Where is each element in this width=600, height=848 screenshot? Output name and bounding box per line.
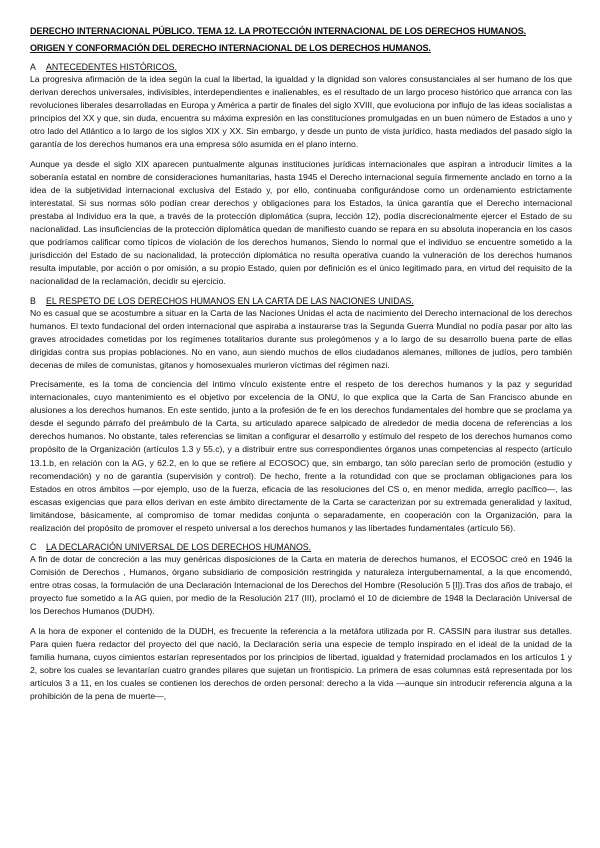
- section-letter: A: [30, 62, 36, 72]
- section-letter: B: [30, 295, 36, 306]
- document-title: DERECHO INTERNACIONAL PÚBLICO. TEMA 12. LA PROTECCIÓN INTERNACIONAL DE LOS DERECHOS HUMANOS.: [30, 26, 526, 36]
- section-letter: C: [30, 542, 37, 553]
- section-heading-b: [30, 295, 572, 307]
- section-title: LA DECLARACIÓN UNIVERSAL DE LOS DERECHOS HUMANOS.: [46, 542, 312, 553]
- section-heading-a: [30, 61, 572, 73]
- document-page: [30, 25, 572, 709]
- paragraph: A fin de dotar de concreción a las muy genéricas disposiciones de la Carta en materia de derechos humanos, el ECOSOC creó en 1946 la Comisión de Derechos , Humanos, órgano subsidiario de composición restringida y naturaleza intergubernamental, a la que encomendó, entre otras cosas, la formulación de una Declaración Internacional de los Derechos del Hombre (Resolución 5 [I]).Tras dos años de trabajo, el proyecto fue sometido a la AG quien, por medio de la Resolución 217 (III), proclamó el 10 de diciembre de 1948 la Declaración Universal de los Derechos Humanos (DUDH).: [30, 554, 572, 617]
- paragraph: Precisamente, es la toma de conciencia del íntimo vínculo existente entre el respeto de los derechos humanos y la paz y seguridad internacionales, cuyo mantenimiento es el objetivo por excelencia de la ONU, lo que explica que la Carta de San Francisco abunde en alusiones a los derechos humanos. En este sentido, junto a la profesión de fe en los derechos fundamentales del hombre que se proclama ya desde el segundo párrafo del preámbulo de la Carta, su articulado aparece salpicado de alrededor de media docena de referencias a los derechos humanos. No obstante, tales referencias se limitan a configurar el desarrollo y estímulo del respeto de los derechos humanos como propósito de la Organización (artículos 1.3 y 55.c), y a distribuir entre sus correspondientes órganos unas competencias al respecto (artículo 13.1.b, en relación con la AG, y 62.2, en lo que se refiere al ECOSOC) que, sin embargo, tan sólo parecían serlo de promoción (estudio y recomendación) y no de garantía (supervisión y control). De hecho, frente a la rotundidad con que se proclaman obligaciones para los Estados en otros ámbitos —por ejemplo, uso de la fuerza, eficacia de las resoluciones del CS o, en menor medida, arreglo pacífico—, las escasas exigencias que para ellos derivan en este ámbito directamente de la Carta se caracterizan por su extremada generalidad y laxitud, limitándose, básicamente, al compromiso de tomar medidas conjunta o separadamente, en cooperación con la Organización, para la realización del propósito de promover el respeto universal a los derechos humanos y las libertades fundamentales (artículo 56).: [30, 378, 572, 533]
- paragraph: A la hora de exponer el contenido de la DUDH, es frecuente la referencia a la metáfora utilizada por R. CASSIN para ilustrar sus detalles. Para quien fuera redactor del proyecto del que nació, la Declaración sería una especie de templo inspirado en el ideal de la unidad de la familia humana, cuyos cimientos estarían representados por los principios de libertad, igualdad y fraternidad proclamados en los artículos 1 y 2, sobre los cuales se levantarían cuatro grandes pilares que sujetan un frontispicio. La primera de esas columnas está representada por los artículos 3 a 11, en los cuales se contienen los derechos de orden personal: derecho a la vida —aunque sin introducir referencia alguna a la prohibición de la pena de muerte—,: [30, 625, 572, 702]
- document-subtitle: ORIGEN Y CONFORMACIÓN DEL DERECHO INTERNACIONAL DE LOS DERECHOS HUMANOS.: [30, 43, 431, 53]
- paragraph: Aunque ya desde el siglo XIX aparecen puntualmente algunas instituciones jurídicas internacionales que aspiran a introducir límites a la soberanía estatal en nombre de consideraciones humanitarias, hasta 1945 el Derecho internacional seguía firmemente anclado en torno a la idea de la subjetividad internacional exclusiva del Estado y, por ello, continuaba configurándose como un ordenamiento estrictamente interestatal. Si sus normas sólo podían crear derechos y obligaciones para los Estados, la única garantía que el Derecho internacional prestaba al Individuo era la que, a través de la protección diplomática (supra, lección 12), podía discrecionalmente ejercer el Estado de su nacionalidad. Las insuficiencias de la protección diplomática quedan de manifiesto cuando se repara en su absoluta inoperancia en los casos que podríamos calificar como típicos de violación de los derechos humanos, Siendo lo normal que el individuo se encuentre sometido a la jurisdicción del Estado de su nacionalidad, la protección diplomática no resulta operativa cuando la vulneración de los derechos humanos resulta imputable, por acción o por omisión, a su propio Estado, quien por definición es el único legitimado para, en virtud del requisito de la nacionalidad de la reclamación, decidir su ejercicio.: [30, 158, 572, 287]
- paragraph: No es casual que se acostumbre a situar en la Carta de las Naciones Unidas el acta de nacimiento del Derecho internacional de los derechos humanos. El texto fundacional del orden internacional que aspiraba a instaurarse tras la Segunda Guerra Mundial no podía pasar por alto las graves atrocidades cometidas por los regímenes totalitarios durante sus prolegómenos y a lo largo de su desarrollo buena parte de ellas dirigidas contra sus propias poblaciones. No en vano, aun siendo muchos de ellos ciudadanos alemanes, millones de judíos, pero también decenas de miles de comunistas, gitanos y homosexuales murieron víctimas del régimen nazi.: [30, 307, 572, 370]
- paragraph: La progresiva afirmación de la idea según la cual la libertad, la igualdad y la dignidad son valores consustanciales al ser humano de los que derivan derechos universales, indivisibles, interdependientes e inalienables, es el resultado de un largo proceso histórico que arranca con las revoluciones liberales desarrolladas en Europa y América a partir de finales del siglo XVIII, que evoluciona por influjo de las ideas socialistas a principios del XX y que, sin duda, encuentra su máxima expresión en las constituciones promulgadas en un buen número de Estados a uno y otro lado del Atlántico a lo largo de los siglos XIX y XX. Sin embargo, y desde un punto de vista jurídico, hasta mediados del pasado siglo la garantía de los derechos humanos era una empresa sólo asumida en el plano interno.: [30, 74, 572, 150]
- section-title: ANTECEDENTES HISTÓRICOS.: [46, 62, 177, 72]
- section-title: EL RESPETO DE LOS DERECHOS HUMANOS EN LA CARTA DE LAS NACIONES UNIDAS.: [46, 295, 414, 306]
- section-heading-c: [30, 541, 572, 553]
